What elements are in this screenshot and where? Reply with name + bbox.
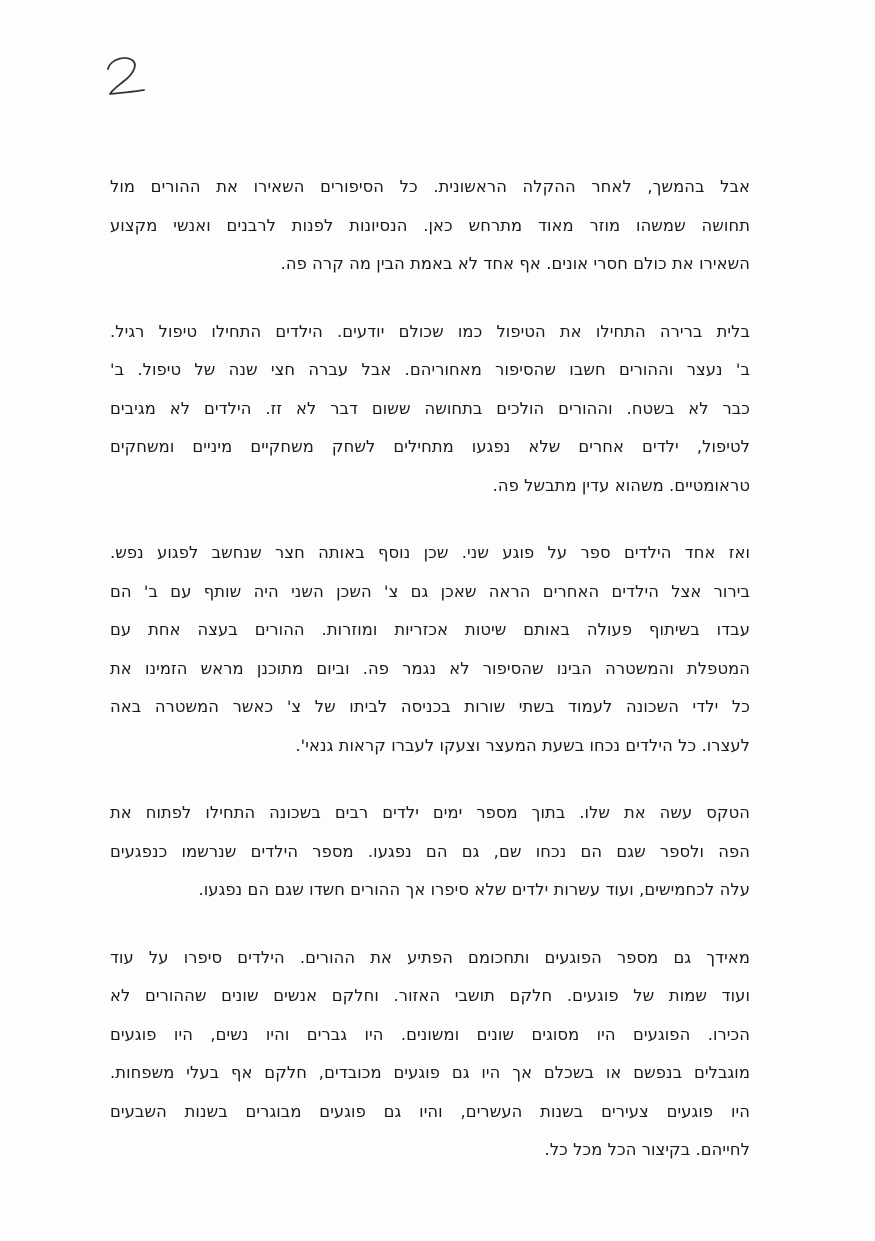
text-line: השאירו את כולם חסרי אונים. אף אחד לא באמת הבין מה קרה פה. — [280, 254, 750, 273]
text-line: לחייהם. בקיצור הכל מכל כל. — [544, 1140, 750, 1159]
text-line: לטיפול, ילדים אחרים שלא נפגעו מתחילים לשחק משחקיים מיניים ומשחקים — [110, 437, 750, 456]
handwritten-page-number — [100, 50, 160, 100]
text-line: הטקס עשה את שלו. בתוך מספר ימים ילדים רבים בשכונה התחילו לפתוח את — [110, 803, 750, 822]
text-line: הפה ולספר שגם הם נכחו שם, גם הם נפגעו. מספר הילדים שנרשמו כנפגעים — [110, 841, 750, 861]
paragraph-3 — [110, 534, 750, 765]
text-line: כל ילדי השכונה לעמוד בשתי שורות בכניסה לביתו של צ' כאשר המשטרה באה — [110, 697, 750, 716]
text-line: תחושה שמשהו מוזר מאוד מתרחש כאן. הנסיונות לפנות לרבנים ואנשי מקצוע — [110, 215, 750, 235]
paragraph-5 — [110, 939, 750, 1170]
text-line: עלה לכחמישים, ועוד עשרות ילדים שלא סיפרו אך ההורים חשדו שגם הם נפגעו. — [198, 880, 750, 899]
text-line: ואז אחד הילדים ספר על פוגע שני. שכן נוסף באותה חצר שנחשב לפגוע נפש. — [110, 543, 750, 562]
text-line: לעצרו. כל הילדים נכחו בשעת המעצר וצעקו לעברו קראות גנאי'. — [295, 735, 750, 755]
text-line: היו פוגעים צעירים בשנות העשרים, והיו גם פוגעים מבוגרים בשנות השבעים — [110, 1101, 750, 1121]
handwritten-number-2-mark — [100, 50, 160, 100]
text-line: אבל בהמשך, לאחר ההקלה הראשונית. כל הסיפורים השאירו את ההורים מול — [110, 177, 750, 196]
paragraph-4 — [110, 794, 750, 910]
text-line: עבדו בשיתוף פעולה באותם שיטות אכזריות ומוזרות. ההורים בעצה אחת עם — [110, 620, 750, 639]
paragraph-2 — [110, 313, 750, 506]
document-body — [110, 168, 750, 1199]
text-line: המטפלת והמשטרה הבינו שהסיפור לא נגמר פה. וביום מתוכנן מראש הזמינו את — [110, 658, 750, 678]
text-line: טראומטיים. משהוא עדין מתבשל פה. — [492, 475, 750, 495]
text-line: ב' נעצר וההורים חשבו שהסיפור מאחוריהם. אבל עברה חצי שנה של טיפול. ב' — [110, 360, 750, 379]
paragraph-1 — [110, 168, 750, 284]
text-line: בלית ברירה התחילו את הטיפול כמו שכולם יודעים. הילדים התחילו טיפול רגיל. — [110, 321, 750, 341]
text-line: הכירו. הפוגעים היו מסוגים שונים ומשונים. היו גברים והיו נשים, היו פוגעים — [110, 1024, 750, 1044]
text-line: בירור אצל הילדים האחרים הראה שאכן גם צ' השכן השני היה שותף עם ב' הם — [110, 581, 750, 601]
text-line: מאידך גם מספר הפוגעים ותחכומם הפתיע את ההורים. הילדים סיפרו על עוד — [110, 947, 750, 967]
text-line: כבר לא בשטח. וההורים הולכים בתחושה ששום דבר לא זז. הילדים לא מגיבים — [110, 398, 750, 418]
text-line: מוגבלים בנפשם או בשכלם אך היו גם פוגעים מכובדים, חלקם אף בעלי משפחות. — [110, 1063, 750, 1082]
text-line: ועוד שמות של פוגעים. חלקם תושבי האזור. וחלקם אנשים שונים שההורים לא — [110, 986, 750, 1005]
